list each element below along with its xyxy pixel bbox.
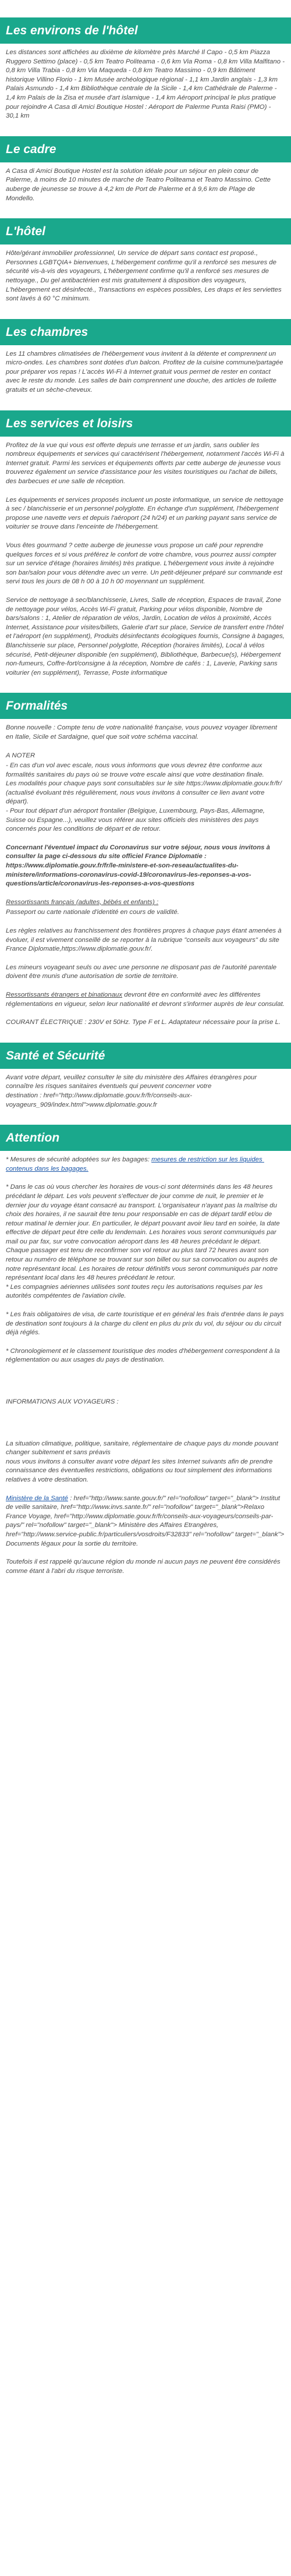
regles-text: Les règles relatives au franchissement des frontières propres à chaque pays étant amenées à évoluer, il est vivement conseillé de se reporter à la rubrique "conseils aux voyageurs" du site France Diplomatie,https://www.diplomatie.gouv.fr/. xyxy=(6,927,283,953)
ressortissants-fr-text: Passeport ou carte nationale d'identité en cours de validité. xyxy=(6,909,179,916)
sante-text: Avant votre départ, veuillez consulter le site du ministère des Affaires étrangères pour connaître les risques sanitaires éventuels qui peuvent concerner votre destination : href="http://www.diplomatie.gouv.fr/fr/conseils-aux-voyageurs_909/index.html">www.diplomatie.gouv.fr xyxy=(6,1073,257,1108)
environs-text: Les distances sont affichées au dixième de kilomètre près Marché Il Capo - 0,5 km Piazza Ruggero Settimo (place) - 0,5 km Teatro Politeama - 0,6 km Via Roma - 0,8 km Villa Malfitano - 0,8 km Villa Trabia - 0,8 km Via Maqueda - 0,8 km Teatro Massimo - 0,9 km Bâtiment historique Villino Florio - 1 km Musée archéologique régional - 1,1 km Jardin anglais - 1,3 km Palais Asmundo - 1,4 km Bibliothèque centrale de la Sicile - 1,4 km Cathédrale de Palerme - 1,4 km Palais de la Zisa et musée d'art islamique - 1,4 km Aéroport principal le plus pratique pour rejoindre A Casa di Amici Boutique Hostel : Aéroport de Palerme Punta Raisi (PMO) - 30,1 km xyxy=(6,49,287,120)
chambres-text: Les 11 chambres climatisées de l'hébergement vous invitent à la détente et comprennent un micro-ondes. Les chambres sont dotées d'un balcon. Profitez de la cuisine commune/partagée pour préparer vos repas ! L'accès Wi-Fi à Internet gratuit vous permet de rester en contact avec le reste du monde. Les salles de bain comprennent une douche, des articles de toilette gratuits et un sèche-cheveux. xyxy=(6,350,285,394)
section-attention xyxy=(0,1125,291,1576)
section-title-chambres: Les chambres xyxy=(0,319,291,345)
etrangers-text: devront être en conformité avec les différentes réglementations en vigueur, selon leur nationalité et devront s'informer auprès de leur consulat. xyxy=(6,991,285,1008)
services-paragraph: Vous êtes gourmand ? cette auberge de jeunesse vous propose un café pour reprendre quelques forces et si vous préférez le confort de votre chambre, vous pourrez aussi compter sur un service d'étage (horaires limités) très pratique. L'hébergement vous invite à rejoindre son bar/salon pour vous détendre avec un verre. Un petit-déjeuner préparé sur commande est servi tous les jours de 08 h 00 à 10 h 00 moyennant un supplément. xyxy=(6,542,285,586)
covid-notice: Concernant l'éventuel impact du Coronavirus sur votre séjour, nous vous invitons à consulter la page ci-dessous du site officiel France Diplomatie : https://www.diplomatie.gouv.fr/fr/le-ministere-et-son-reseau/actualites-du-ministere/informations-coronavirus-covid-19/coronavirus-les-reponses-a-vos-questions/article/coronavirus-les-reponses-a-vos-questions xyxy=(6,844,272,888)
services-paragraph: Profitez de la vue qui vous est offerte depuis une terrasse et un jardin, sans oublier les nombreux équipements et services qui caractérisent l'hébergement, notamment l'accès Wi-Fi à Internet gratuit. Parmi les services et équipements offerts par cette auberge de jeunesse vous trouverez également un service d'assistance pour les visites touristiques ou l'achat de billets, des barbecues et une salle de réception. xyxy=(6,441,286,486)
attention-horaires: * Dans le cas où vous chercher les horaires de vous-ci sont déterminés dans les 48 heures précédant le départ. Les vols peuvent s'effectuer de jour comme de nuit, le premier et le dernier jour du voyage étant consacré au transport. L'organisateur n'ayant pas la maîtrise du choix des horaires, il ne saurait être tenu pour responsable en cas de départ tardif et/ou de retour matinal le dernier jour. En particulier, le départ pouvant avoir lieu tard en soirée, la date effective de départ peut être celle du lendemain. Les horaires vous seront communiqués par mail ou par fax, sur votre convocation aéroport dans les 48 heures précédant le départ. Chaque passager est tenu de reconfirmer son vol retour au plus tard 72 heures avant son retour au numéro de téléphone se trouvant sur son billet ou sur sa convocation ou auprès de notre représentant local. Les horaires de retour définitifs vous seront communiqués par notre représentant local dans les 48 heures précédant le retour. * Les compagnies aériennes utilisées sont toutes reçu les autorisations requises par les autorités compétentes de l'aviation civile. xyxy=(6,1184,280,1300)
services-paragraph: Les équipements et services proposés incluent un poste informatique, un service de nettoyage à sec / blanchisserie et un personnel polyglotte. En échange d'un supplément, l'hébergement propose une navette vers et depuis l'aéroport (24 h/24) et un parking payant sans service de voiturier se trouve dans l'enceinte de l'hébergement. xyxy=(6,496,285,531)
section-body-environs xyxy=(0,44,291,121)
section-title-services: Les services et loisirs xyxy=(0,410,291,437)
liquides-link[interactable]: mesures de restriction sur les liquides contenus dans les bagages. xyxy=(6,1156,264,1172)
bagages-text: * Mesures de sécurité adoptées sur les bagages: xyxy=(6,1156,152,1164)
section-formalites xyxy=(0,693,291,1027)
attention-sites xyxy=(6,1494,285,1549)
section-body-formalites xyxy=(0,719,291,1027)
section-title-sante: Santé et Sécurité xyxy=(0,1043,291,1069)
section-title-cadre: Le cadre xyxy=(0,136,291,162)
courant-electrique: COURANT ÉLECTRIQUE : 230V et 50Hz. Type F et L. Adaptateur nécessaire pour la prise L. xyxy=(6,1019,281,1026)
attention-situation: La situation climatique, politique, sanitaire, réglementaire de chaque pays du monde pouvant changer subitement et sans préavis nous vous invitons à consulter avant votre départ les sites Internet suivants afin de prendre connaissance des éventuelles restrictions, obligations ou tout simplement des informations relatives à votre destination. xyxy=(6,1440,278,1483)
attention-visa: * Les frais obligatoires de visa, de carte touristique et en général les frais d'entrée dans le pays de destination sont toujours à la charge du client en plus du prix du vol, du séjour ou du circuit déjà réglés. xyxy=(6,1311,286,1337)
formalites-intro: Bonne nouvelle : Compte tenu de votre nationalité française, vous pouvez voyager librement en Italie, Sicile et Sardaigne, quel que soit votre schéma vaccinal. xyxy=(6,724,279,740)
a-noter-title: A NOTER xyxy=(6,752,36,759)
hotel-text: Hôte/gérant immobilier professionnel, Un service de départ sans contact est proposé., Personnes LGBTQIA+ bienvenues, L'hébergement confirme qu'il a renforcé ses mesures de sécurité vis-à-vis des voyageurs, L'hébergement confirme qu'il a renforcé ses mesures de nettoyage., Du gel antibactérien est mis gratuitement à disposition des voyageurs, L'hébergement est désinfecté., Transactions en espèces possibles, Les draps et les serviettes sont lavés à 60 °C minimum. xyxy=(6,250,283,303)
section-body-chambres xyxy=(0,345,291,395)
etrangers-paragraph xyxy=(6,991,285,1009)
section-title-formalites: Formalités xyxy=(0,693,291,719)
services-paragraph: Service de nettoyage à sec/blanchisserie, Livres, Salle de réception, Espaces de travail, Zone de nettoyage pour vélos, Accès Wi-Fi gratuit, Parking pour vélos disponible, Nombre de bars/salons : 1, Atelier de réparation de vélos, Jardin, Location de vélos à proximité, Accès Internet, Assistance pour visites/billets, Galerie d'art sur place, Service de transfert entre l'hôtel et l'aéroport (en supplément), Produits désinfectants écologiques fournis, Consigne à bagages, Blanchisserie sur place, Personnel polyglotte, Réception (horaires limités), Local à vélos sécurisé, Petit-déjeuner disponible (en supplément), Bibliothèque, Barbecue(s), Hébergement non-fumeurs, Coffre-fort/consigne à la réception, Nombre de cafés : 1, Laverie, Parking sans voiturier (en supplément), Terrasse, Poste informatique xyxy=(6,596,287,676)
attention-bagages xyxy=(6,1156,285,1174)
ministere-sante-link[interactable]: Ministère de la Santé xyxy=(6,1494,69,1502)
section-body-sante xyxy=(0,1069,291,1110)
section-title-hotel: L'hôtel xyxy=(0,218,291,245)
page xyxy=(0,17,291,1576)
spacer xyxy=(6,1374,285,1398)
section-body-hotel xyxy=(0,245,291,304)
section-body-cadre xyxy=(0,162,291,203)
cadre-text: A Casa di Amici Boutique Hostel est la solution idéale pour un séjour en plein cœur de Palerme, à moins de 10 minutes de marche de Teatro Politeama et Teatro Massimo. Cette auberge de jeunesse se trouve à 4,2 km de Port de Palerme et à 9,6 km de Plage de Mondello. xyxy=(6,167,273,202)
section-environs xyxy=(0,17,291,121)
etrangers-label: Ressortissants étrangers et binationaux xyxy=(6,991,123,998)
section-sante xyxy=(0,1043,291,1110)
sites-text: : href="http://www.sante.gouv.fr/" rel="nofollow" target="_blank"> Institut de veille sanitaire, href="http://www.invs.sante.fr/" rel="nofollow" target="_blank">Relaxo France Voyage, href="http://www.diplomatie.gouv.fr/fr/conseils-aux-voyageurs/conseils-par-pays/" rel="nofollow" target="_blank"> Ministère des Affaires Etrangères, href="http://www.service-public.fr/particuliers/vosdroits/F32833" rel="nofollow" target="_blank"> Documents légaux pour la sortie du territoire. xyxy=(6,1494,286,1547)
spacer xyxy=(6,1416,285,1440)
mineurs-text: Les mineurs voyageant seuls ou avec une personne ne disposant pas de l'autorité parentale doivent être munis d'une autorisation de sortie de territoire. xyxy=(6,963,279,980)
attention-classement: * Chronologiement et le classement touristique des modes d'hébergement correspondent à la réglementation ou aux usages du pays de destination. xyxy=(6,1347,282,1364)
section-cadre xyxy=(0,136,291,203)
attention-terrorisme: Toutefois il est rappelé qu'aucune région du monde ni aucun pays ne peuvent être considérés comme étant à l'abri du risque terroriste. xyxy=(6,1558,282,1575)
section-body-services xyxy=(0,437,291,678)
ressortissants-fr-label: Ressortissants français (adultes, bébés et enfants) : xyxy=(6,898,159,906)
section-title-environs: Les environs de l'hôtel xyxy=(0,17,291,44)
section-title-attention: Attention xyxy=(0,1125,291,1151)
section-services xyxy=(0,410,291,678)
a-noter-text: - En cas d'un vol avec escale, nous vous informons que vous devrez être conforme aux formalités sanitaires du pays où se trouve votre escale ainsi que votre destination finale. Les modalités pour chaque pays sont consultables sur le site https://www.diplomatie.gouv.fr/fr/ (actualisé évoluant très régulièrement, nous vous invitons à consulter ce lien avant votre départ). - Pour tout départ d'un aéroport frontalier (Belgique, Luxembourg, Pays-Bas, Allemagne, Suisse ou Espagne...), veuillez vous référer aux sites officiels des ministères des pays concernés pour les conditions de départ et de retour. xyxy=(6,762,282,833)
info-voyageurs-title: INFORMATIONS AUX VOYAGEURS : xyxy=(6,1398,119,1405)
section-hotel xyxy=(0,218,291,304)
section-chambres xyxy=(0,319,291,395)
section-body-attention xyxy=(0,1151,291,1576)
